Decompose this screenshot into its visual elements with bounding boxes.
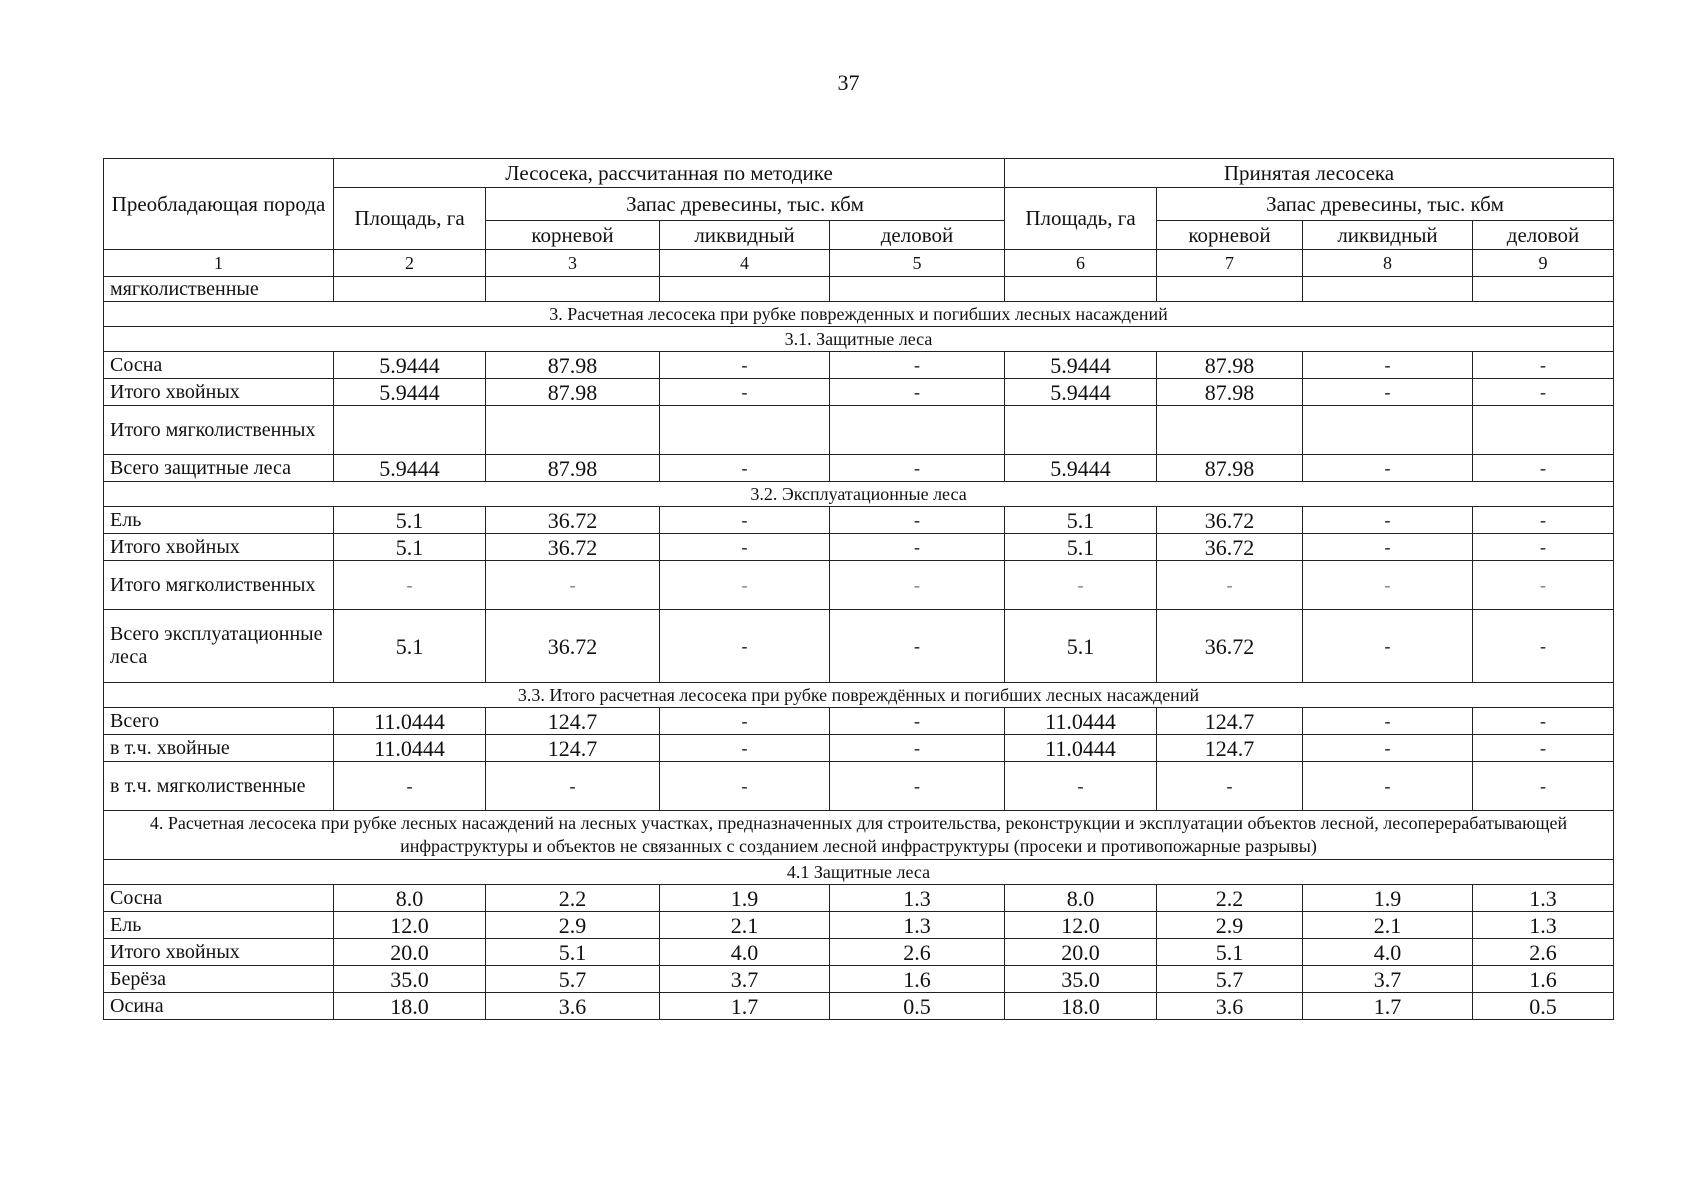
species-cell: Итого хвойных — [104, 939, 334, 966]
header-business-calc: деловой — [830, 221, 1005, 250]
species-cell: в т.ч. мягколиственные — [104, 762, 334, 811]
value-cell: 11.0444 — [334, 735, 486, 762]
column-number: 2 — [334, 250, 486, 277]
value-cell: - — [1303, 561, 1473, 610]
value-cell: 11.0444 — [334, 708, 486, 735]
species-cell: Ель — [104, 507, 334, 534]
group-protective-forests-3-1 — [104, 352, 1614, 482]
value-cell: - — [830, 455, 1005, 482]
value-cell — [830, 406, 1005, 455]
value-cell: 5.1 — [334, 507, 486, 534]
value-cell: - — [830, 534, 1005, 561]
value-cell: - — [660, 735, 830, 762]
value-cell: 20.0 — [334, 939, 486, 966]
value-cell: - — [830, 352, 1005, 379]
value-cell: 3.7 — [1303, 966, 1473, 993]
species-cell: Осина — [104, 993, 334, 1020]
group-total-3-3 — [104, 708, 1614, 811]
species-cell: Всего эксплуатационные леса — [104, 610, 334, 683]
section-title: 4. Расчетная лесосека при рубке лесных насаждений на лесных участках, предназначенных для строительства, реконструкции и эксплуатации объектов лесной, лесоперерабатывающей инфраструктуры и объектов не связанных с созданием лесной инфраструктуры (просеки и противопожарные разрывы) — [104, 811, 1614, 860]
value-cell: 1.6 — [830, 966, 1005, 993]
value-cell: 5.1 — [334, 610, 486, 683]
value-cell: 5.9444 — [334, 455, 486, 482]
value-cell: 1.3 — [1473, 912, 1614, 939]
value-cell: 5.9444 — [1005, 455, 1157, 482]
species-cell: Всего защитные леса — [104, 455, 334, 482]
value-cell: 1.9 — [660, 885, 830, 912]
value-cell: - — [1005, 561, 1157, 610]
table-row — [104, 912, 1614, 939]
value-cell — [660, 406, 830, 455]
table-row — [104, 406, 1614, 455]
forest-cutting-table — [103, 158, 1614, 1020]
species-cell: в т.ч. хвойные — [104, 735, 334, 762]
value-cell: - — [830, 708, 1005, 735]
group-protective-forests-4-1 — [104, 885, 1614, 1020]
value-cell: - — [1005, 762, 1157, 811]
value-cell: 0.5 — [1473, 993, 1614, 1020]
value-cell: - — [1473, 379, 1614, 406]
value-cell: - — [660, 352, 830, 379]
value-cell: 20.0 — [1005, 939, 1157, 966]
value-cell: 1.6 — [1473, 966, 1614, 993]
value-cell: - — [1303, 735, 1473, 762]
header-stock-accepted: Запас древесины, тыс. кбм — [1157, 188, 1614, 221]
value-cell: - — [1473, 455, 1614, 482]
value-cell: 87.98 — [486, 455, 660, 482]
section-title: 3. Расчетная лесосека при рубке поврежденных и погибших лесных насаждений — [104, 302, 1614, 327]
header-liquid-accepted: ликвидный — [1303, 221, 1473, 250]
value-cell: - — [1303, 762, 1473, 811]
header-calculated-cutting-area: Лесосека, рассчитанная по методике — [334, 159, 1005, 188]
value-cell: 87.98 — [1157, 352, 1303, 379]
species-cell: Итого мягколиственных — [104, 406, 334, 455]
species-cell: Сосна — [104, 885, 334, 912]
value-cell: - — [1303, 708, 1473, 735]
column-number: 8 — [1303, 250, 1473, 277]
value-cell: 124.7 — [1157, 708, 1303, 735]
table-row — [104, 939, 1614, 966]
column-number: 7 — [1157, 250, 1303, 277]
value-cell: - — [830, 561, 1005, 610]
table-row — [104, 561, 1614, 610]
value-cell: 1.9 — [1303, 885, 1473, 912]
column-number-row — [104, 250, 1614, 277]
value-cell: - — [1303, 507, 1473, 534]
column-number: 3 — [486, 250, 660, 277]
value-cell: - — [1473, 610, 1614, 683]
species-cell: мягколиственные — [104, 277, 334, 302]
table-row — [104, 379, 1614, 406]
table-row — [104, 708, 1614, 735]
value-cell: 87.98 — [1157, 379, 1303, 406]
value-cell: 87.98 — [486, 352, 660, 379]
value-cell: - — [1473, 735, 1614, 762]
value-cell: 18.0 — [1005, 993, 1157, 1020]
value-cell: - — [334, 762, 486, 811]
value-cell — [1473, 406, 1614, 455]
value-cell: - — [1303, 379, 1473, 406]
header-area-accepted: Площадь, га — [1005, 188, 1157, 250]
value-cell: 36.72 — [1157, 534, 1303, 561]
value-cell: - — [486, 762, 660, 811]
value-cell — [334, 406, 486, 455]
value-cell: 36.72 — [1157, 610, 1303, 683]
page-number: 37 — [837, 70, 860, 95]
value-cell: - — [660, 561, 830, 610]
column-number: 1 — [104, 250, 334, 277]
value-cell: 11.0444 — [1005, 708, 1157, 735]
header-species: Преобладающая порода — [104, 159, 334, 250]
value-cell: - — [660, 762, 830, 811]
species-cell: Ель — [104, 912, 334, 939]
value-cell: 1.7 — [660, 993, 830, 1020]
value-cell: 12.0 — [1005, 912, 1157, 939]
value-cell: 2.2 — [486, 885, 660, 912]
value-cell — [486, 406, 660, 455]
species-cell: Итого хвойных — [104, 379, 334, 406]
value-cell: 87.98 — [1157, 455, 1303, 482]
value-cell: - — [1157, 762, 1303, 811]
value-cell: 5.9444 — [1005, 379, 1157, 406]
value-cell: 0.5 — [830, 993, 1005, 1020]
header-accepted-cutting-area: Принятая лесосека — [1005, 159, 1614, 188]
value-cell — [1303, 406, 1473, 455]
value-cell: - — [1473, 352, 1614, 379]
value-cell: 1.3 — [1473, 885, 1614, 912]
value-cell: - — [660, 708, 830, 735]
value-cell: 18.0 — [334, 993, 486, 1020]
table-row — [104, 534, 1614, 561]
table-row — [104, 455, 1614, 482]
value-cell: - — [1157, 561, 1303, 610]
header-stock-calc: Запас древесины, тыс. кбм — [486, 188, 1005, 221]
value-cell: 124.7 — [1157, 735, 1303, 762]
value-cell: - — [1473, 507, 1614, 534]
value-cell: 8.0 — [1005, 885, 1157, 912]
value-cell: 35.0 — [334, 966, 486, 993]
value-cell: 5.1 — [334, 534, 486, 561]
subsection-title: 3.2. Эксплуатационные леса — [104, 482, 1614, 507]
value-cell: 3.6 — [486, 993, 660, 1020]
value-cell: - — [1473, 762, 1614, 811]
value-cell: - — [660, 507, 830, 534]
table-row — [104, 610, 1614, 683]
value-cell: - — [830, 762, 1005, 811]
table-row — [104, 762, 1614, 811]
header-root-calc: корневой — [486, 221, 660, 250]
value-cell: 5.1 — [1005, 610, 1157, 683]
value-cell — [1005, 406, 1157, 455]
value-cell: - — [660, 455, 830, 482]
table-row — [104, 993, 1614, 1020]
value-cell: 1.3 — [830, 912, 1005, 939]
value-cell: 5.7 — [486, 966, 660, 993]
value-cell: - — [830, 507, 1005, 534]
value-cell: - — [1303, 534, 1473, 561]
value-cell: 1.3 — [830, 885, 1005, 912]
header-root-accepted: корневой — [1157, 221, 1303, 250]
table-row — [104, 352, 1614, 379]
value-cell: - — [334, 561, 486, 610]
value-cell: - — [486, 561, 660, 610]
subsection-title: 4.1 Защитные леса — [104, 860, 1614, 885]
value-cell: - — [660, 534, 830, 561]
header-liquid-calc: ликвидный — [660, 221, 830, 250]
table-row — [104, 885, 1614, 912]
value-cell: 5.1 — [486, 939, 660, 966]
subsection-title: 3.1. Защитные леса — [104, 327, 1614, 352]
value-cell: 8.0 — [334, 885, 486, 912]
column-number: 6 — [1005, 250, 1157, 277]
species-cell: Берёза — [104, 966, 334, 993]
value-cell: 3.7 — [660, 966, 830, 993]
value-cell: - — [1303, 610, 1473, 683]
value-cell: - — [1303, 352, 1473, 379]
value-cell: - — [660, 610, 830, 683]
table-row — [104, 507, 1614, 534]
table-row — [104, 735, 1614, 762]
value-cell: 5.9444 — [334, 379, 486, 406]
value-cell: - — [1473, 534, 1614, 561]
value-cell: 2.9 — [1157, 912, 1303, 939]
value-cell: 2.1 — [1303, 912, 1473, 939]
table-row — [104, 277, 1614, 302]
value-cell: 5.9444 — [1005, 352, 1157, 379]
value-cell: - — [830, 610, 1005, 683]
value-cell: - — [830, 379, 1005, 406]
value-cell: - — [1473, 708, 1614, 735]
value-cell: 5.9444 — [334, 352, 486, 379]
value-cell: 2.1 — [660, 912, 830, 939]
species-cell: Итого хвойных — [104, 534, 334, 561]
column-number: 9 — [1473, 250, 1614, 277]
value-cell: 2.2 — [1157, 885, 1303, 912]
value-cell: 36.72 — [486, 610, 660, 683]
column-number: 5 — [830, 250, 1005, 277]
value-cell: 5.7 — [1157, 966, 1303, 993]
value-cell: 5.1 — [1157, 939, 1303, 966]
species-cell: Сосна — [104, 352, 334, 379]
value-cell: 5.1 — [1005, 507, 1157, 534]
value-cell: 5.1 — [1005, 534, 1157, 561]
value-cell: 3.6 — [1157, 993, 1303, 1020]
value-cell: 124.7 — [486, 735, 660, 762]
group-exploitation-forests-3-2 — [104, 507, 1614, 683]
species-cell: Итого мягколиственных — [104, 561, 334, 610]
value-cell: - — [1303, 455, 1473, 482]
value-cell: 36.72 — [1157, 507, 1303, 534]
value-cell: 36.72 — [486, 507, 660, 534]
value-cell: 1.7 — [1303, 993, 1473, 1020]
value-cell — [1157, 406, 1303, 455]
value-cell: 2.9 — [486, 912, 660, 939]
table-row — [104, 966, 1614, 993]
value-cell: 12.0 — [334, 912, 486, 939]
subsection-title: 3.3. Итого расчетная лесосека при рубке повреждённых и погибших лесных насаждений — [104, 683, 1614, 708]
column-number: 4 — [660, 250, 830, 277]
value-cell: 2.6 — [1473, 939, 1614, 966]
value-cell: 36.72 — [486, 534, 660, 561]
value-cell: - — [830, 735, 1005, 762]
value-cell: 2.6 — [830, 939, 1005, 966]
value-cell: - — [660, 379, 830, 406]
value-cell: 11.0444 — [1005, 735, 1157, 762]
value-cell: 4.0 — [1303, 939, 1473, 966]
value-cell: 4.0 — [660, 939, 830, 966]
value-cell: 124.7 — [486, 708, 660, 735]
value-cell: - — [1473, 561, 1614, 610]
species-cell: Всего — [104, 708, 334, 735]
value-cell: 35.0 — [1005, 966, 1157, 993]
value-cell: 87.98 — [486, 379, 660, 406]
header-area-calc: Площадь, га — [334, 188, 486, 250]
header-business-accepted: деловой — [1473, 221, 1614, 250]
